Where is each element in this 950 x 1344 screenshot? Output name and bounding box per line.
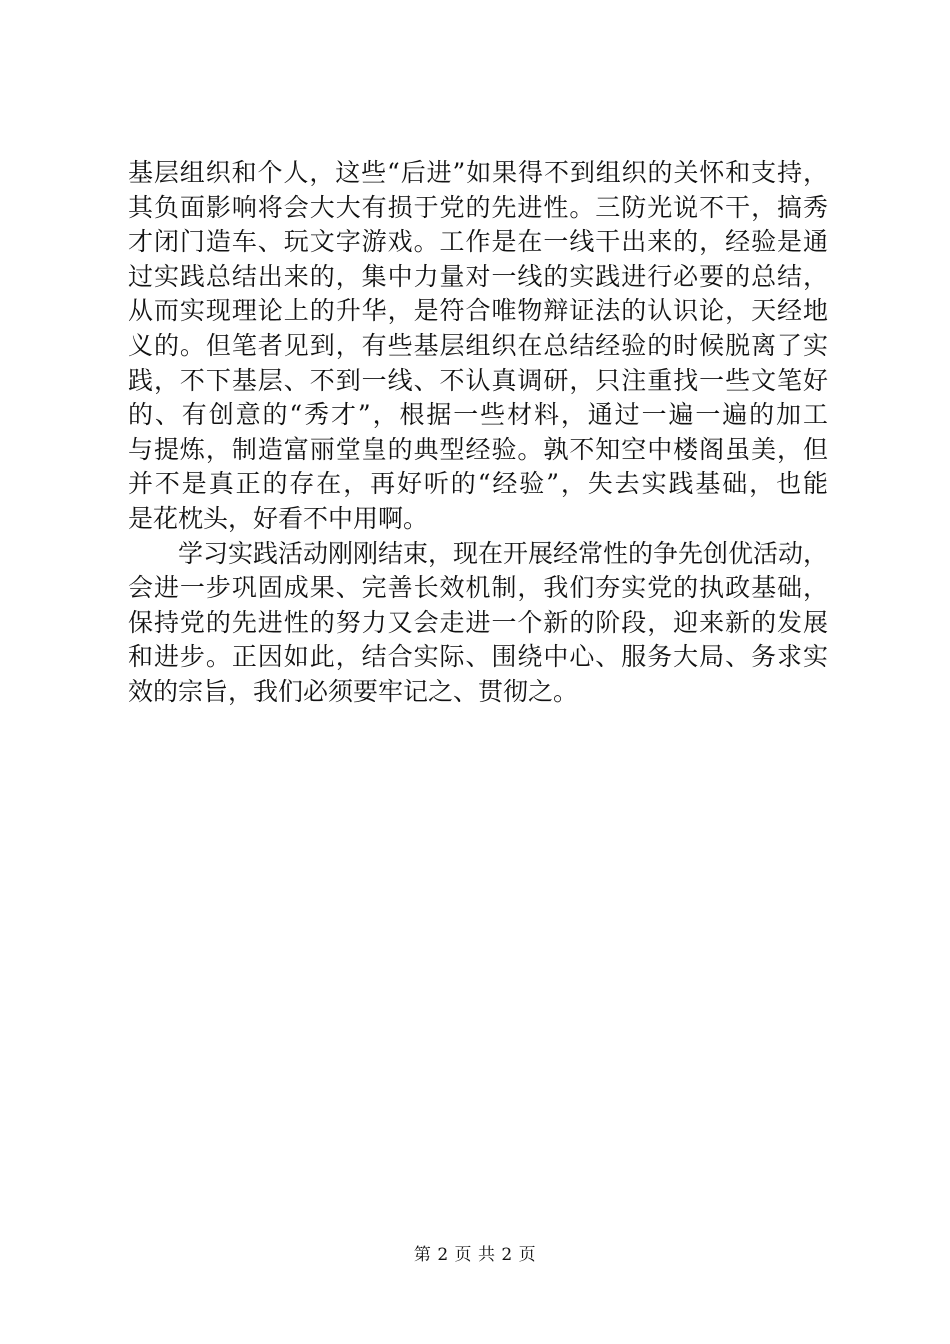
- body-text: [128, 156, 828, 710]
- text-line: 并不是真正的存在，再好听的“经验”，失去实践基础，也能: [128, 469, 828, 499]
- paragraph-1: [128, 156, 828, 537]
- text-line: 从而实现理论上的升华，是符合唯物辩证法的认识论，天经地: [128, 296, 828, 326]
- text-line: 效的宗旨，我们必须要牢记之、贯彻之。: [128, 676, 579, 706]
- text-line: 的、有创意的“秀才”，根据一些材料，通过一遍一遍的加工: [128, 400, 828, 430]
- text-line: 才闭门造车、玩文字游戏。工作是在一线干出来的，经验是通: [128, 227, 828, 257]
- text-line: 义的。但笔者见到，有些基层组织在总结经验的时候脱离了实: [128, 330, 828, 360]
- text-line: 和进步。正因如此，结合实际、围绕中心、服务大局、务求实: [128, 642, 828, 672]
- text-line: 保持党的先进性的努力又会走进一个新的阶段，迎来新的发展: [128, 607, 828, 637]
- text-line: 会进一步巩固成果、完善长效机制，我们夯实党的执政基础，: [128, 573, 828, 603]
- paragraph-2: [128, 537, 828, 710]
- text-line: 过实践总结出来的，集中力量对一线的实践进行必要的总结，: [128, 261, 828, 291]
- text-line: 是花枕头，好看不中用啊。: [128, 503, 429, 533]
- page-number-footer: 第 2 页 共 2 页: [413, 1245, 537, 1265]
- text-line: 践，不下基层、不到一线、不认真调研，只注重找一些文笔好: [128, 365, 828, 395]
- text-line: 与提炼，制造富丽堂皇的典型经验。孰不知空中楼阁虽美，但: [128, 434, 828, 464]
- text-line: 其负面影响将会大大有损于党的先进性。三防光说不干，搞秀: [128, 192, 828, 222]
- text-line: 基层组织和个人，这些“后进”如果得不到组织的关怀和支持，: [128, 158, 828, 187]
- text-line: 学习实践活动刚刚结束，现在开展经常性的争先创优活动，: [178, 538, 829, 568]
